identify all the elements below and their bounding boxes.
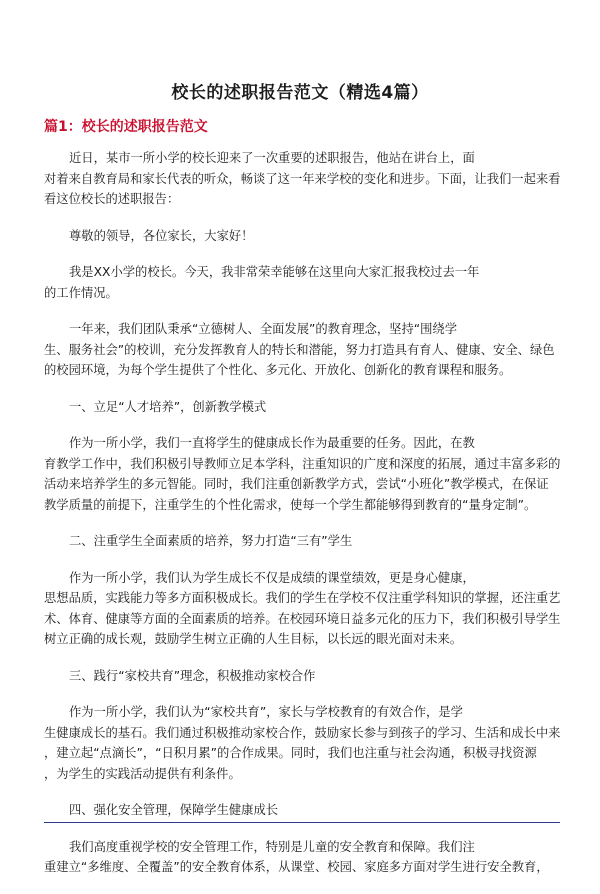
paragraph-line: 生、服务社会”的校训，充分发挥教育人的特长和潜能，努力打造具有育人、健康、安全、绿色 xyxy=(44,342,555,357)
paragraph-line: 的校园环境，为每个学生提供了个性化、多元化、开放化、创新化的教育课程和服务。 xyxy=(44,363,512,377)
paragraph-line: 尊敬的领导，各位家长，大家好！ xyxy=(69,228,254,243)
paragraph-line: 思想品质，实践能力等多方面积极成长。我们的学生在学校不仅注重学科知识的掌握，还注重艺 xyxy=(44,591,561,605)
paragraph xyxy=(44,666,562,687)
paragraph xyxy=(44,702,562,784)
paragraph-line: 重建立“多维度、全覆盖”的安全教育体系，从课堂、校园、家庭多方面对学生进行安全教育， xyxy=(44,860,549,874)
paragraph-line: 作为一所小学，我们一直将学生的健康成长作为最重要的任务。因此，在教 xyxy=(69,436,475,450)
paragraph xyxy=(44,226,562,247)
paragraph-line: 作为一所小学，我们认为“家校共育”，家长与学校教育的有效合作，是学 xyxy=(69,705,463,719)
paragraph-line: 对着来自教育局和家长代表的听众，畅谈了这一年来学校的变化和进步。下面，让我们一起来看 xyxy=(44,171,561,186)
paragraph-line: 活动来培养学生的多元智能。同时，我们注重创新教学方式，尝试“小班化”教学模式，在保证 xyxy=(44,477,549,491)
paragraph-line: 四、强化安全管理，保障学生健康成长 xyxy=(69,803,279,817)
page-title: 校长的述职报告范文（精选4篇） xyxy=(171,83,429,103)
paragraph-line: 一年来，我们团队秉承“立德树人、全面发展”的教育理念，坚持“围绕学 xyxy=(69,322,458,336)
paragraph-line: 我是XX小学的校长。今天，我非常荣幸能够在这里向大家汇报我校过去一年 xyxy=(69,265,480,279)
paragraph xyxy=(44,837,562,878)
paragraph-line: 三、践行“家校共育”理念，积极推动家校合作 xyxy=(69,668,316,683)
paragraph-line: 的工作情况。 xyxy=(44,285,118,300)
paragraph xyxy=(44,319,562,381)
section-heading: 篇1：校长的述职报告范文 xyxy=(44,119,208,135)
paragraph-line: 近日，某市一所小学的校长迎来了一次重要的述职报告，他站在讲台上，面 xyxy=(69,151,475,165)
footer-divider xyxy=(44,822,560,823)
paragraph-line: 术、体育、健康等方面的全面素质的培养。在校园环境日益多元化的压力下，我们积极引导学生 xyxy=(44,611,561,626)
paragraph xyxy=(44,148,562,210)
paragraph-line: 教学质量的前提下，注重学生的个性化需求，使每一个学生都能够得到教育的“量身定制”。 xyxy=(44,497,537,512)
paragraph-line: 生健康成长的基石。我们通过积极推动家校合作，鼓励家长参与到孩子的学习、生活和成长中来 xyxy=(44,725,561,740)
document-body xyxy=(44,148,562,894)
paragraph xyxy=(44,800,562,821)
paragraph-line: 育教学工作中，我们积极引导教师立足本学科，注重知识的广度和深度的拓展，通过丰富多彩的 xyxy=(44,456,561,471)
paragraph xyxy=(44,397,562,418)
paragraph xyxy=(44,262,562,303)
paragraph-line: ，建立起“点滴长”，“日积月累”的合作成果。同时，我们也注重与社会沟通，积极寻找资源 xyxy=(44,746,537,760)
paragraph-line: 二、注重学生全面素质的培养，努力打造“三有”学生 xyxy=(69,534,353,548)
paragraph-line: 作为一所小学，我们认为学生成长不仅是成绩的课堂绩效，更是身心健康， xyxy=(69,570,475,585)
paragraph xyxy=(44,531,562,552)
paragraph-line: 树立正确的成长观，鼓励学生树立正确的人生目标，以长远的眼光面对未来。 xyxy=(44,632,463,646)
paragraph xyxy=(44,568,562,650)
paragraph xyxy=(44,433,562,515)
paragraph-line: ，为学生的实践活动提供有利条件。 xyxy=(44,766,241,781)
paragraph-line: 我们高度重视学校的安全管理工作，特别是儿童的安全教育和保障。我们注 xyxy=(69,839,475,854)
paragraph-line: 看这位校长的述职报告： xyxy=(44,192,180,206)
paragraph-line: 一、立足“人才培养”，创新教学模式 xyxy=(69,399,267,414)
